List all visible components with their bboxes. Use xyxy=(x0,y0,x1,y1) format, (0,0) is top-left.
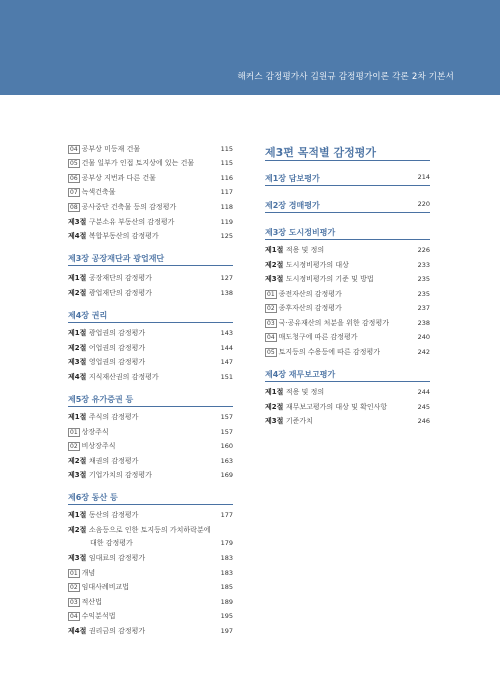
toc-entry[interactable] xyxy=(265,319,389,328)
entry-title: 영업권의 감정평가 xyxy=(88,358,146,366)
page-number: 116 xyxy=(220,174,233,182)
item-number-box: 04 xyxy=(267,334,275,341)
entry-title: 종전자산의 감정평가 xyxy=(278,290,342,298)
page-number: 235 xyxy=(417,275,430,283)
entry-title: 어업권의 감정평가 xyxy=(88,344,146,352)
section-number: 제4절 xyxy=(68,373,89,381)
item-number-box: 01 xyxy=(267,291,275,298)
page-number: 177 xyxy=(220,511,233,519)
section-number: 제1절 xyxy=(68,274,89,282)
heading-rule xyxy=(68,406,233,407)
chapter-heading: 제3장 도시정비평가 xyxy=(265,228,336,237)
toc-entry[interactable] xyxy=(68,203,176,212)
entry-title: 적용 및 정의 xyxy=(285,388,325,396)
page-number: 226 xyxy=(417,246,430,254)
chapter-heading: 제1장 담보평가 xyxy=(265,174,320,183)
toc-entry[interactable] xyxy=(265,403,387,412)
page-number: 197 xyxy=(220,627,233,635)
toc-entry[interactable] xyxy=(68,471,152,480)
toc-entry[interactable] xyxy=(68,457,138,466)
item-number-box: 04 xyxy=(70,613,78,620)
item-number-box: 04 xyxy=(70,146,78,153)
heading-rule xyxy=(265,381,430,382)
page-number: 195 xyxy=(220,612,233,620)
heading-rule xyxy=(68,504,233,505)
page-number: 183 xyxy=(220,569,233,577)
entry-title: 주식의 감정평가 xyxy=(88,413,139,421)
page-number: 235 xyxy=(417,290,430,298)
item-number-box: 05 xyxy=(70,160,78,167)
toc-entry[interactable] xyxy=(68,569,95,578)
toc-entry[interactable] xyxy=(68,289,152,298)
entry-title: 비상장주식 xyxy=(81,442,116,450)
section-number: 제1절 xyxy=(265,388,286,396)
page-number: 125 xyxy=(220,232,233,240)
page-number: 220 xyxy=(417,200,430,208)
toc-entry[interactable] xyxy=(68,511,138,520)
entry-title: 적용 및 정의 xyxy=(285,246,325,254)
page-number: 169 xyxy=(220,471,233,479)
item-number-box: 05 xyxy=(267,349,275,356)
entry-title: 종후자산의 감정평가 xyxy=(278,304,342,312)
toc-entry[interactable] xyxy=(265,290,342,299)
item-number-box: 01 xyxy=(70,429,78,436)
entry-title: 도시정비평가의 기준 및 방법 xyxy=(285,275,374,283)
entry-title: 대한 감정평가 xyxy=(90,539,133,547)
entry-title: 적산법 xyxy=(81,598,102,606)
page-number: 233 xyxy=(417,261,430,269)
page-number: 157 xyxy=(220,413,233,421)
entry-title: 임대사례비교법 xyxy=(81,583,129,591)
page-number: 144 xyxy=(220,344,233,352)
toc-entry[interactable] xyxy=(68,159,194,168)
section-number: 제3절 xyxy=(68,554,89,562)
entry-title: 국·공유재산의 처분을 위한 감정평가 xyxy=(278,319,389,327)
entry-title: 구분소유 부동산의 감정평가 xyxy=(88,218,175,226)
entry-title: 채권의 감정평가 xyxy=(88,457,139,465)
toc-entry[interactable] xyxy=(68,344,145,353)
item-number-box: 01 xyxy=(70,570,78,577)
item-number-box: 06 xyxy=(70,175,78,182)
section-number: 제2절 xyxy=(68,526,89,534)
toc-entry[interactable] xyxy=(68,218,174,227)
section-number: 제4절 xyxy=(68,627,89,635)
item-number-box: 03 xyxy=(70,599,78,606)
section-number: 제2절 xyxy=(265,403,286,411)
entry-title: 소음등으로 인한 토지등의 가치하락분에 xyxy=(88,526,211,534)
section-number: 제2절 xyxy=(68,457,89,465)
toc-entry[interactable] xyxy=(265,275,374,284)
page-number: 151 xyxy=(220,373,233,381)
toc-entry[interactable] xyxy=(68,373,159,382)
section-number: 제3절 xyxy=(265,417,286,425)
toc-entry[interactable] xyxy=(68,442,115,451)
item-number-box: 08 xyxy=(70,204,78,211)
entry-title: 도시정비평가의 대상 xyxy=(285,261,349,269)
toc-entry[interactable] xyxy=(68,274,152,283)
chapter-heading: 제4장 재무보고평가 xyxy=(265,370,336,379)
toc-entry[interactable] xyxy=(68,329,145,338)
page-number: 189 xyxy=(220,598,233,606)
toc-entry[interactable] xyxy=(265,388,324,397)
heading-rule xyxy=(68,322,233,323)
section-number: 제1절 xyxy=(265,246,286,254)
section-number: 제2절 xyxy=(68,344,89,352)
item-number-box: 02 xyxy=(267,305,275,312)
toc-entry[interactable] xyxy=(68,554,145,563)
book-title: 해커스 감정평가사 김원규 감정평가이론 각론 2차 기본서 xyxy=(237,72,454,82)
page-number: 117 xyxy=(220,188,233,196)
part-heading: 제3편 목적별 감정평가 xyxy=(265,146,376,159)
entry-title: 기업가치의 감정평가 xyxy=(88,471,152,479)
entry-title: 공부상 미등재 건물 xyxy=(81,145,141,153)
entry-title: 지식재산권의 감정평가 xyxy=(88,373,159,381)
entry-title: 기준가치 xyxy=(285,417,313,425)
toc-entry[interactable] xyxy=(265,333,357,342)
entry-title: 복합부동산의 감정평가 xyxy=(88,232,159,240)
page-number: 242 xyxy=(417,348,430,356)
page-number: 119 xyxy=(220,218,233,226)
toc-entry[interactable] xyxy=(68,612,115,621)
toc-entry[interactable] xyxy=(68,413,138,422)
toc-entry[interactable] xyxy=(68,526,210,535)
page-number: 246 xyxy=(417,417,430,425)
page-number: 244 xyxy=(417,388,430,396)
entry-title: 상장주식 xyxy=(81,428,109,436)
toc-entry[interactable] xyxy=(68,598,102,607)
page-number: 115 xyxy=(220,145,233,153)
toc-entry[interactable] xyxy=(90,539,133,548)
header-band xyxy=(0,0,500,95)
page-number: 240 xyxy=(417,333,430,341)
section-number: 제2절 xyxy=(68,289,89,297)
entry-title: 동산의 감정평가 xyxy=(88,511,139,519)
entry-title: 공부상 지번과 다른 건물 xyxy=(81,174,156,182)
entry-title: 공사중단 건축물 등의 감정평가 xyxy=(81,203,177,211)
item-number-box: 02 xyxy=(70,584,78,591)
entry-title: 토지등의 수용등에 따른 감정평가 xyxy=(278,348,380,356)
toc-entry[interactable] xyxy=(68,174,156,183)
entry-title: 매도청구에 따른 감정평가 xyxy=(278,333,358,341)
page-number: 160 xyxy=(220,442,233,450)
page-number: 138 xyxy=(220,289,233,297)
toc-entry[interactable] xyxy=(265,304,342,313)
section-number: 제4절 xyxy=(68,232,89,240)
section-number: 제3절 xyxy=(68,471,89,479)
page-number: 115 xyxy=(220,159,233,167)
toc-entry[interactable] xyxy=(265,417,313,426)
section-number: 제3절 xyxy=(68,358,89,366)
entry-title: 개념 xyxy=(81,569,96,577)
page-number: 143 xyxy=(220,329,233,337)
heading-rule xyxy=(265,160,430,161)
entry-title: 녹색건축물 xyxy=(81,188,116,196)
entry-title: 건물 일부가 인접 토지상에 있는 건물 xyxy=(81,159,195,167)
toc-entry[interactable] xyxy=(68,583,129,592)
toc-entry[interactable] xyxy=(265,261,349,270)
page-number: 179 xyxy=(220,539,233,547)
page-number: 183 xyxy=(220,554,233,562)
entry-title: 광업권의 감정평가 xyxy=(88,329,146,337)
toc-entry[interactable] xyxy=(68,145,140,154)
page-number: 185 xyxy=(220,583,233,591)
item-number-box: 03 xyxy=(267,320,275,327)
page-number: 127 xyxy=(220,274,233,282)
page-number: 238 xyxy=(417,319,430,327)
section-number: 제1절 xyxy=(68,413,89,421)
item-number-box: 07 xyxy=(70,189,78,196)
section-number: 제1절 xyxy=(68,511,89,519)
heading-rule xyxy=(265,185,430,186)
heading-rule xyxy=(265,212,430,213)
heading-rule xyxy=(265,239,430,240)
page-number: 245 xyxy=(417,403,430,411)
section-number: 제2절 xyxy=(265,261,286,269)
section-number: 제3절 xyxy=(68,218,89,226)
section-number: 제1절 xyxy=(68,329,89,337)
chapter-heading: 제3장 공장재단과 광업재단 xyxy=(68,254,165,263)
chapter-heading: 제4장 권리 xyxy=(68,311,108,320)
chapter-heading: 제2장 경매평가 xyxy=(265,201,320,210)
entry-title: 공장재단의 감정평가 xyxy=(88,274,152,282)
entry-title: 광업재단의 감정평가 xyxy=(88,289,152,297)
toc-entry[interactable] xyxy=(68,428,109,437)
page-number: 163 xyxy=(220,457,233,465)
entry-title: 재무보고평가의 대상 및 확인사항 xyxy=(285,403,388,411)
chapter-heading: 제6장 동산 등 xyxy=(68,493,118,502)
toc-entry[interactable] xyxy=(265,246,324,255)
page-number: 147 xyxy=(220,358,233,366)
page-number: 214 xyxy=(417,173,430,181)
toc-entry[interactable] xyxy=(68,627,145,636)
toc-entry[interactable] xyxy=(68,232,159,241)
entry-title: 수익분석법 xyxy=(81,612,116,620)
page-number: 118 xyxy=(220,203,233,211)
entry-title: 권리금의 감정평가 xyxy=(88,627,146,635)
toc-entry[interactable] xyxy=(68,188,115,197)
toc-entry[interactable] xyxy=(68,358,145,367)
entry-title: 임대료의 감정평가 xyxy=(88,554,146,562)
section-number: 제3절 xyxy=(265,275,286,283)
toc-entry[interactable] xyxy=(265,348,380,357)
item-number-box: 02 xyxy=(70,443,78,450)
page-number: 237 xyxy=(417,304,430,312)
page-number: 157 xyxy=(220,428,233,436)
heading-rule xyxy=(68,265,233,266)
chapter-heading: 제5장 유가증권 등 xyxy=(68,395,134,404)
